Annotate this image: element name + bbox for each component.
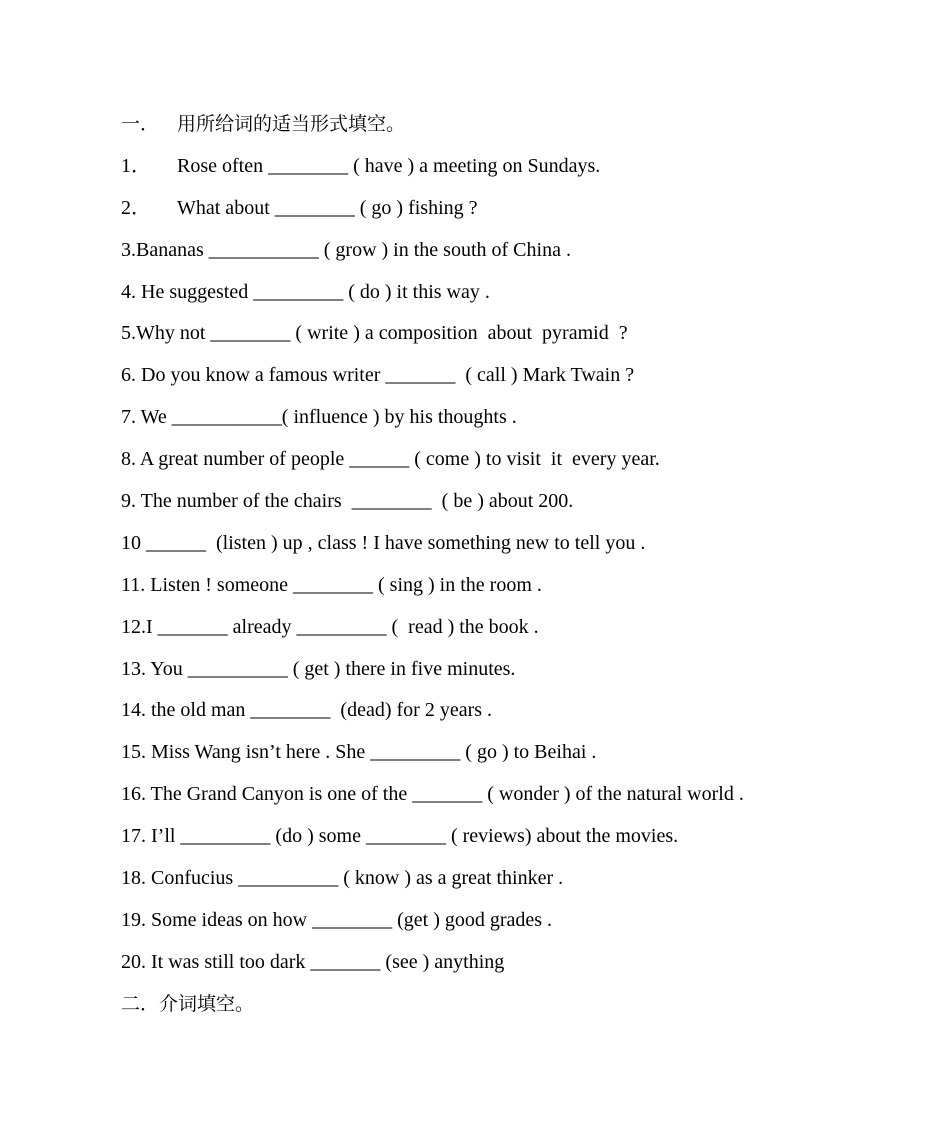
item-number: 1．: [121, 154, 151, 177]
exercise-item-17: 17. I’ll _________ (do ) some ________ ( reviews) about the movies.: [121, 825, 679, 848]
section-1-heading: [121, 104, 901, 146]
exercise-item-19: 19. Some ideas on how ________ (get ) good grades .: [121, 908, 553, 931]
exercise-item-9: 9. The number of the chairs ________ ( be ) about 200.: [121, 490, 574, 513]
item-text: Rose often ________ ( have ) a meeting on Sundays.: [177, 154, 601, 177]
exercise-item-13: 13. You __________ ( get ) there in five minutes.: [121, 657, 516, 680]
worksheet-content: [121, 104, 901, 1026]
exercise-item-20: 20. It was still too dark _______ (see ) anything: [121, 950, 505, 973]
exercise-item-15: 15. Miss Wang isn’t here . She _________ ( go ) to Beihai .: [121, 741, 597, 764]
exercise-item-14: 14. the old man ________ (dead) for 2 years .: [121, 699, 493, 722]
exercise-item-1: [121, 146, 901, 188]
section-1-marker: 一．: [121, 113, 160, 135]
exercise-item-16: 16. The Grand Canyon is one of the _______ ( wonder ) of the natural world .: [121, 783, 744, 806]
exercise-item-11: 11. Listen ! someone ________ ( sing ) in the room .: [121, 573, 542, 596]
exercise-item-4: 4. He suggested _________ ( do ) it this way .: [121, 280, 490, 303]
item-text: What about ________ ( go ) fishing ?: [177, 196, 478, 219]
exercise-item-3: 3.Bananas ___________ ( grow ) in the south of China .: [121, 238, 571, 261]
exercise-item-7: 7. We ___________( influence ) by his thoughts .: [121, 406, 517, 429]
exercise-item-18: 18. Confucius __________ ( know ) as a great thinker .: [121, 867, 564, 890]
exercise-item-6: 6. Do you know a famous writer _______ ( call ) Mark Twain ?: [121, 364, 635, 387]
exercise-item-12: 12.I _______ already _________ ( read ) the book .: [121, 615, 539, 638]
exercise-item-2: [121, 188, 901, 230]
exercise-item-5: 5.Why not ________ ( write ) a composition about pyramid ?: [121, 322, 628, 345]
exercise-item-10: 10 ______ (listen ) up , class ! I have something new to tell you .: [121, 531, 646, 554]
item-number: 2．: [121, 196, 151, 219]
section-2-heading: 二．介词填空。: [121, 992, 255, 1015]
section-1-title: 用所给词的适当形式填空。: [177, 113, 406, 135]
exercise-item-8: 8. A great number of people ______ ( come ) to visit it every year.: [121, 448, 660, 471]
